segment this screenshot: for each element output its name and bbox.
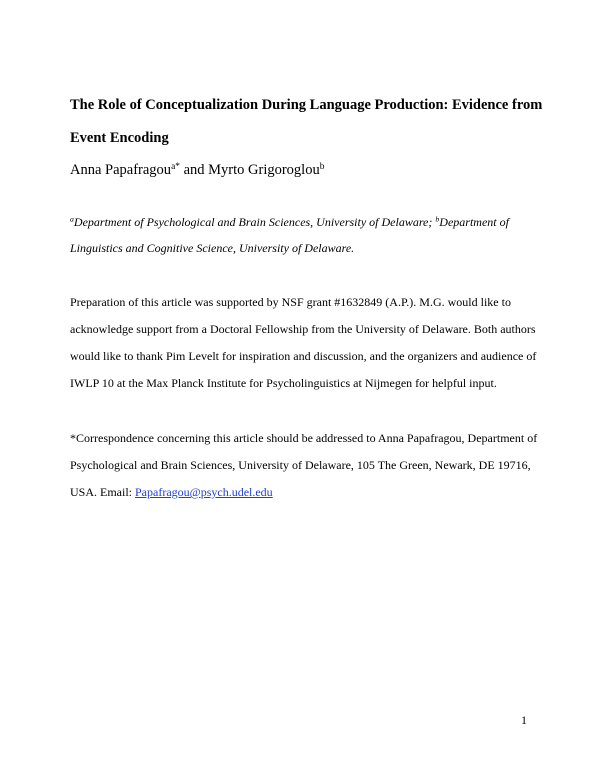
author-list bbox=[70, 162, 324, 179]
affiliation-mark: b bbox=[435, 214, 440, 224]
acknowledgment-line: would like to thank Pim Levelt for inspiration and discussion, and the organizers and audience of bbox=[70, 349, 537, 363]
author-affiliation-mark: a* bbox=[171, 161, 180, 172]
paper-title-line-1: The Role of Conceptualization During Language Production: Evidence from bbox=[70, 97, 543, 113]
affiliation-mark: a bbox=[70, 214, 74, 224]
affiliation-line-1 bbox=[70, 215, 509, 230]
affiliation-line-2: Linguistics and Cognitive Science, University of Delaware. bbox=[70, 241, 355, 255]
acknowledgment-line: acknowledge support from a Doctoral Fellowship from the University of Delaware. Both authors bbox=[70, 322, 536, 336]
affiliation-text: Department of Psychological and Brain Sciences, University of Delaware; bbox=[73, 215, 436, 229]
author-affiliation-mark: b bbox=[319, 161, 325, 172]
email-link[interactable]: Papafragou@psych.udel.edu bbox=[135, 485, 273, 499]
author-connector: and bbox=[179, 162, 209, 178]
correspondence-line bbox=[70, 485, 273, 500]
acknowledgment-line: IWLP 10 at the Max Planck Institute for Psycholinguistics at Nijmegen for helpful input. bbox=[70, 376, 497, 390]
correspondence-line: Psychological and Brain Sciences, University of Delaware, 105 The Green, Newark, DE 19716, bbox=[70, 458, 531, 472]
acknowledgment-line: Preparation of this article was supported by NSF grant #1632849 (A.P.). M.G. would like to bbox=[70, 295, 511, 309]
author-name: Anna Papafragou bbox=[70, 162, 172, 178]
page-number: 1 bbox=[521, 713, 527, 727]
correspondence-line: *Correspondence concerning this article should be addressed to Anna Papafragou, Department of bbox=[70, 431, 538, 445]
paper-title-line-2: Event Encoding bbox=[70, 130, 169, 146]
email-prefix: USA. Email: bbox=[70, 485, 135, 499]
affiliation-text: Department of bbox=[439, 215, 509, 229]
author-name: Myrto Grigoroglou bbox=[208, 162, 320, 178]
